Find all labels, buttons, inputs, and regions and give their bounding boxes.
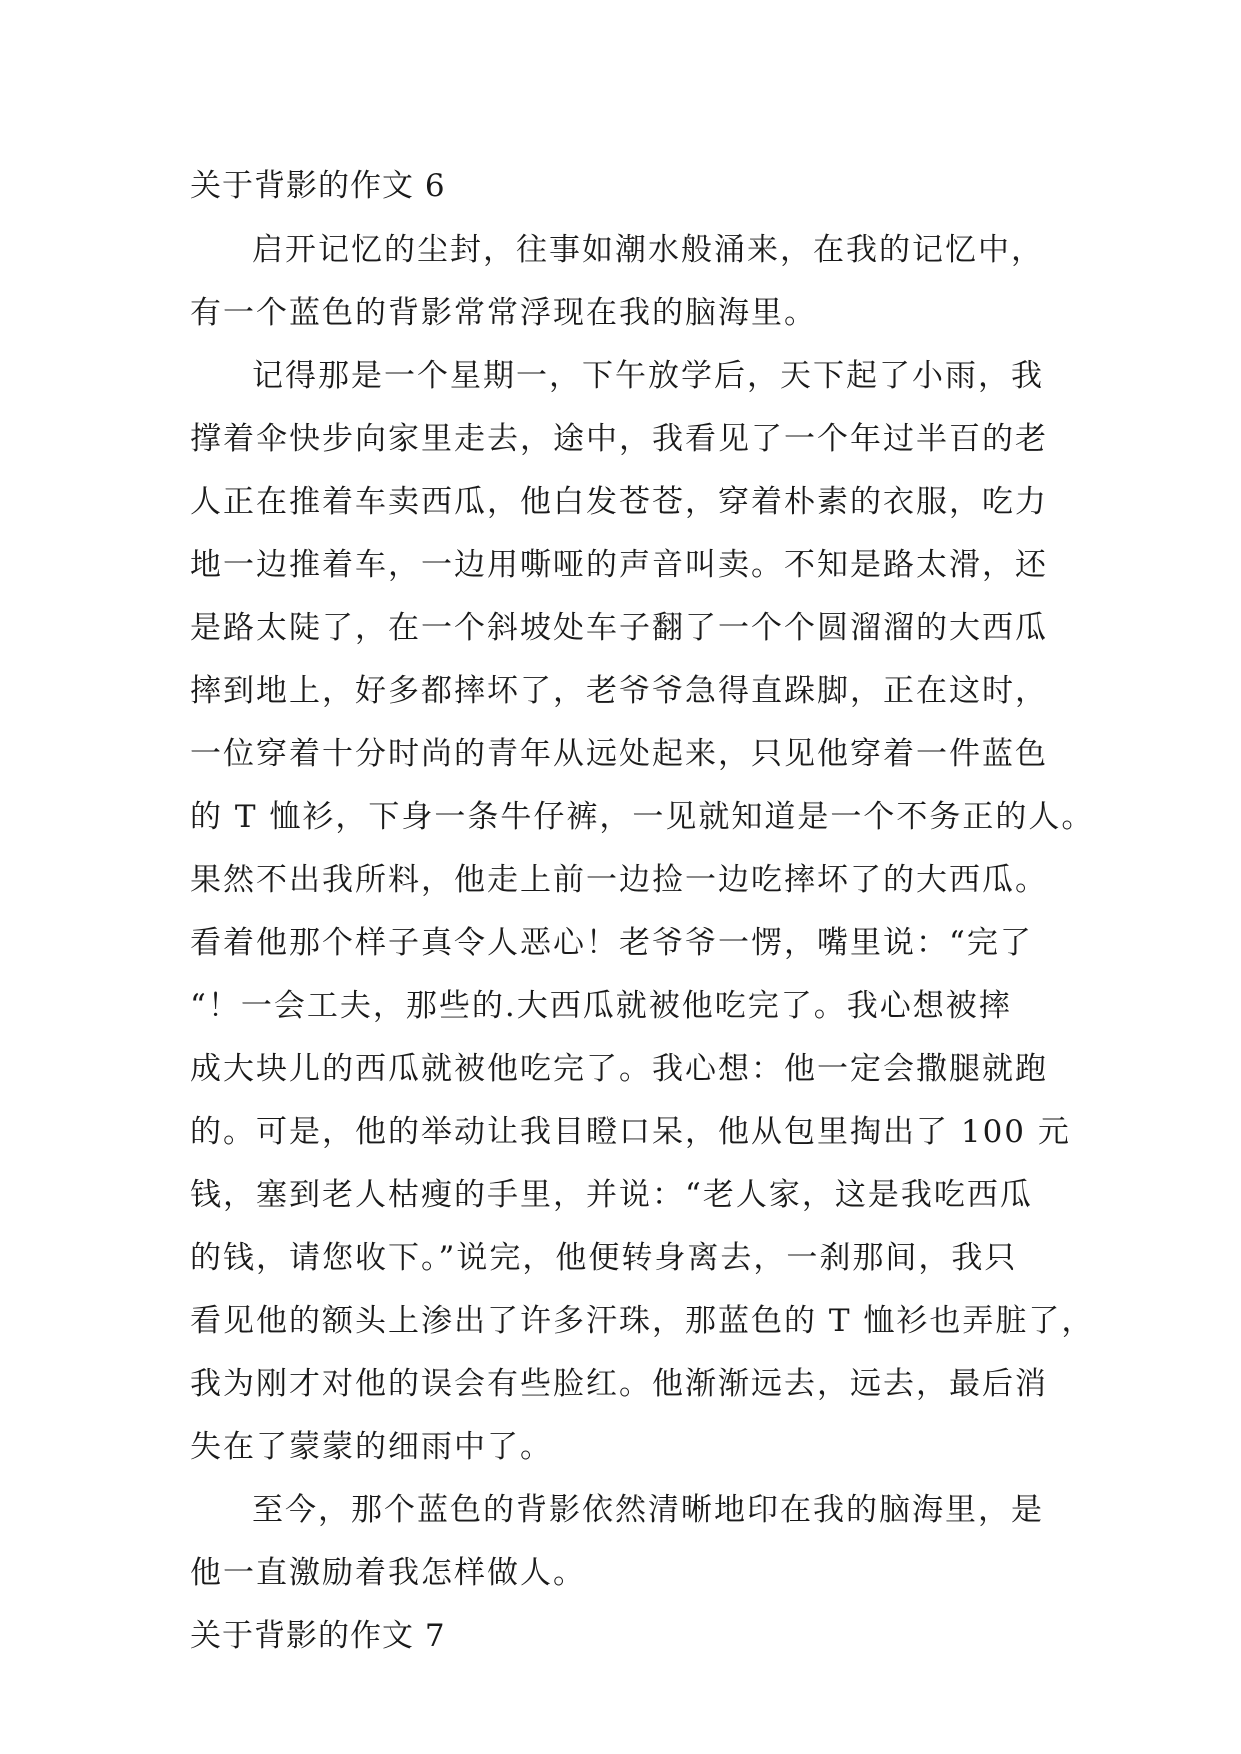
- paragraph-2-line-8: 的 T 恤衫，下身一条牛仔裤，一见就知道是一个不务正的人。: [190, 799, 1095, 835]
- paragraph-2-line-14: 钱，塞到老人枯瘦的手里，并说：“老人家，这是我吃西瓜: [190, 1177, 1033, 1213]
- paragraph-2-line-12: 成大块儿的西瓜就被他吃完了。我心想：他一定会撒腿就跑: [190, 1051, 1048, 1087]
- paragraph-2-line-13: 的。可是，他的举动让我目瞪口呆，他从包里掏出了 100 元: [190, 1114, 1071, 1150]
- paragraph-2-line-6: 摔到地上，好多都摔坏了，老爷爷急得直跺脚，正在这时，: [190, 673, 1048, 709]
- essay-heading-7: 关于背影的作文 7: [190, 1618, 446, 1654]
- paragraph-2-line-11: “！一会工夫，那些的.大西瓜就被他吃完了。我心想被摔: [190, 988, 1012, 1024]
- paragraph-2-line-4: 地一边推着车，一边用嘶哑的声音叫卖。不知是路太滑，还: [190, 547, 1048, 583]
- paragraph-2-line-7: 一位穿着十分时尚的青年从远处起来，只见他穿着一件蓝色: [190, 736, 1048, 772]
- paragraph-2-line-15: 的钱，请您收下。”说完，他便转身离去，一刹那间，我只: [190, 1240, 1018, 1276]
- paragraph-2-line-1: 记得那是一个星期一，下午放学后，天下起了小雨，我: [252, 358, 1044, 394]
- paragraph-2-line-9: 果然不出我所料，他走上前一边捡一边吃摔坏了的大西瓜。: [190, 862, 1048, 898]
- paragraph-3-line-2: 他一直激励着我怎样做人。: [190, 1555, 586, 1591]
- paragraph-2-line-17: 我为刚才对他的误会有些脸红。他渐渐远去，远去，最后消: [190, 1366, 1048, 1402]
- paragraph-2-line-16: 看见他的额头上渗出了许多汗珠，那蓝色的 T 恤衫也弄脏了，: [190, 1303, 1095, 1339]
- paragraph-1-line-1: 启开记忆的尘封，往事如潮水般涌来，在我的记忆中，: [252, 232, 1044, 268]
- essay-heading-6: 关于背影的作文 6: [190, 168, 446, 204]
- paragraph-2-line-18: 失在了蒙蒙的细雨中了。: [190, 1429, 553, 1465]
- paragraph-2-line-2: 撑着伞快步向家里走去，途中，我看见了一个年过半百的老: [190, 421, 1048, 457]
- paragraph-2-line-10: 看着他那个样子真令人恶心！老爷爷一愣，嘴里说：“完了: [190, 925, 1033, 961]
- paragraph-2-line-3: 人正在推着车卖西瓜，他白发苍苍，穿着朴素的衣服，吃力: [190, 484, 1048, 520]
- paragraph-3-line-1: 至今，那个蓝色的背影依然清晰地印在我的脑海里，是: [252, 1492, 1044, 1528]
- paragraph-2-line-5: 是路太陡了，在一个斜坡处车子翻了一个个圆溜溜的大西瓜: [190, 610, 1048, 646]
- paragraph-1-line-2: 有一个蓝色的背影常常浮现在我的脑海里。: [190, 295, 817, 331]
